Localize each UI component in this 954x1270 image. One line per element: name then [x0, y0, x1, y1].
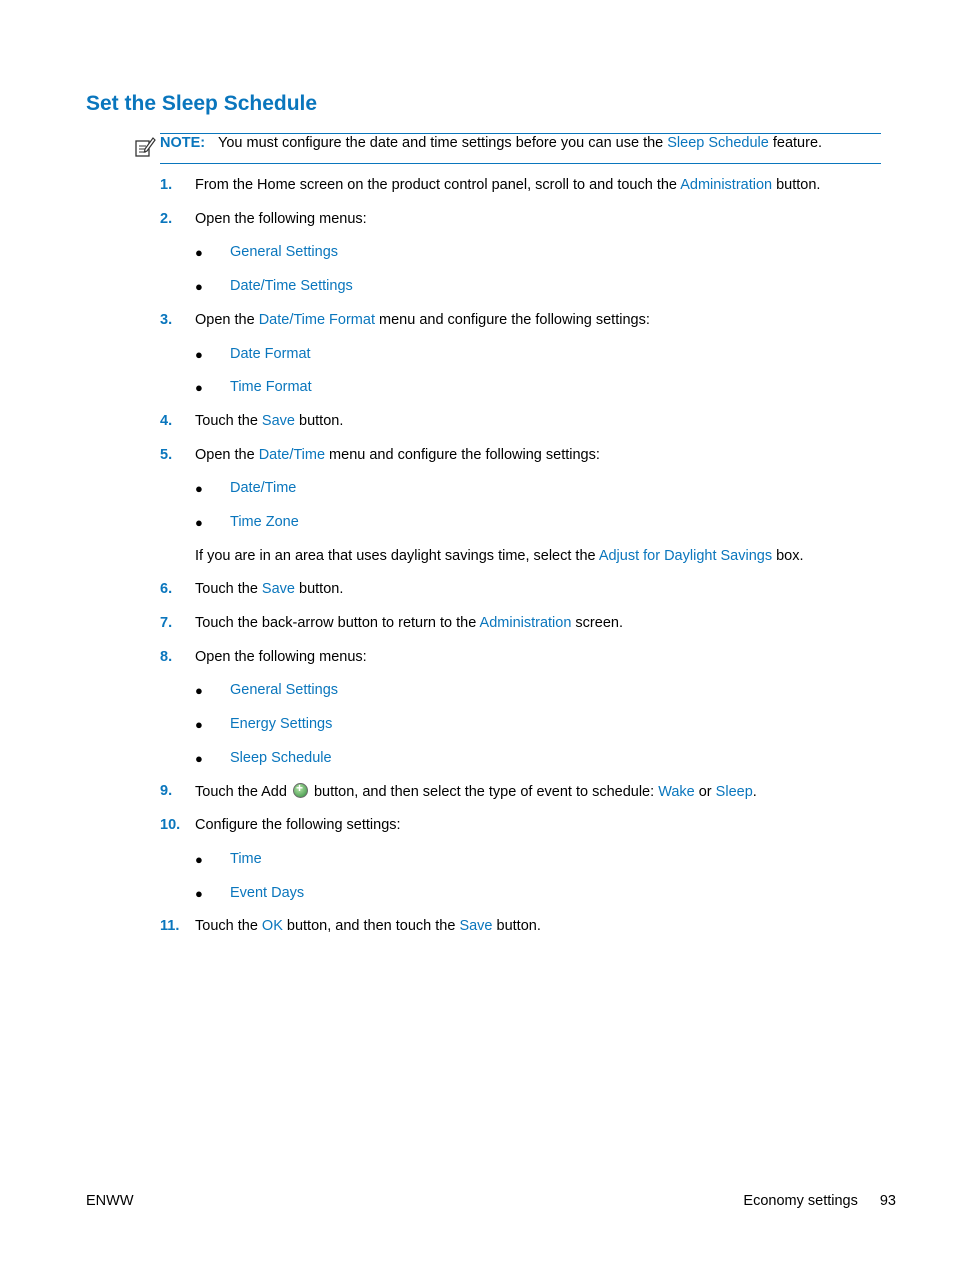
ui-term: Date/Time Format	[258, 312, 375, 328]
ui-term: Save	[261, 581, 295, 597]
footer-page-info	[743, 1193, 896, 1209]
page-title: Set the Sleep Schedule	[86, 92, 318, 115]
ui-term: Sleep	[715, 784, 753, 800]
note-link-sleep-schedule: Sleep Schedule	[667, 135, 769, 151]
ui-term: OK	[261, 918, 283, 934]
step-number: 1.	[160, 177, 173, 193]
ui-term: Save	[459, 918, 493, 934]
menu-item: Time Format	[230, 379, 312, 395]
step-text: Open the following menus:	[195, 649, 367, 665]
menu-item: Date/Time Settings	[230, 278, 353, 294]
menu-item: Sleep Schedule	[230, 750, 332, 766]
step-text: Open the Date/Time Format menu and configure the following settings:	[195, 312, 650, 328]
step-number: 8.	[160, 649, 173, 665]
bullet: ●	[195, 245, 203, 260]
note-pencil-icon	[134, 136, 156, 158]
menu-item: General Settings	[230, 244, 339, 260]
ui-term: Administration	[680, 177, 773, 193]
bullet: ●	[195, 279, 203, 294]
footer-section: Economy settings	[743, 1193, 858, 1209]
menu-item: Time Zone	[230, 514, 299, 530]
note-text: You must configure the date and time settings before you can use the Sleep Schedule feature.	[218, 135, 823, 151]
note-box	[160, 133, 881, 164]
step-text: Touch the Save button.	[195, 581, 344, 597]
step-paragraph: If you are in an area that uses daylight savings time, select the Adjust for Daylight Savings box.	[195, 548, 804, 564]
step-number: 4.	[160, 413, 173, 429]
ui-term: Adjust for Daylight Savings	[598, 548, 773, 564]
ui-term: Date/Time	[258, 447, 326, 463]
step-text: Touch the OK button, and then touch the Save button.	[195, 918, 541, 934]
bullet: ●	[195, 717, 203, 732]
menu-item: Energy Settings	[230, 716, 333, 732]
bullet: ●	[195, 347, 203, 362]
note-label: NOTE:	[160, 135, 206, 151]
menu-item: Date/Time	[230, 480, 297, 496]
ui-term: Save	[261, 413, 295, 429]
step-text: Open the following menus:	[195, 211, 367, 227]
bullet: ●	[195, 886, 203, 901]
step-text: Touch the back-arrow button to return to the Administration screen.	[195, 615, 623, 631]
step-number: 10.	[160, 817, 181, 833]
bullet: ●	[195, 515, 203, 530]
bullet: ●	[195, 751, 203, 766]
menu-item: General Settings	[230, 682, 339, 698]
ui-term: Wake	[658, 784, 695, 800]
footer-locale: ENWW	[86, 1193, 134, 1209]
menu-item: Time	[230, 851, 262, 867]
footer-page-number: 93	[879, 1193, 896, 1209]
step-number: 5.	[160, 447, 173, 463]
bullet: ●	[195, 852, 203, 867]
add-plus-icon	[293, 783, 308, 798]
menu-item: Date Format	[230, 346, 311, 362]
bullet: ●	[195, 481, 203, 496]
ui-term: Administration	[479, 615, 572, 631]
step-text: Open the Date/Time menu and configure the following settings:	[195, 447, 600, 463]
step-number: 7.	[160, 615, 173, 631]
step-number: 11.	[160, 918, 180, 934]
step-text: Configure the following settings:	[195, 817, 401, 833]
step-number: 3.	[160, 312, 173, 328]
step-number: 6.	[160, 581, 173, 597]
step-text: Touch the Add + button, and then select the type of event to schedule: Wake or Sleep.	[195, 783, 757, 800]
bullet: ●	[195, 683, 203, 698]
menu-item: Event Days	[230, 885, 305, 901]
step-number: 9.	[160, 783, 173, 799]
step-text: Touch the Save button.	[195, 413, 344, 429]
step-text: From the Home screen on the product control panel, scroll to and touch the Administration button.	[195, 177, 821, 193]
bullet: ●	[195, 380, 203, 395]
step-number: 2.	[160, 211, 173, 227]
